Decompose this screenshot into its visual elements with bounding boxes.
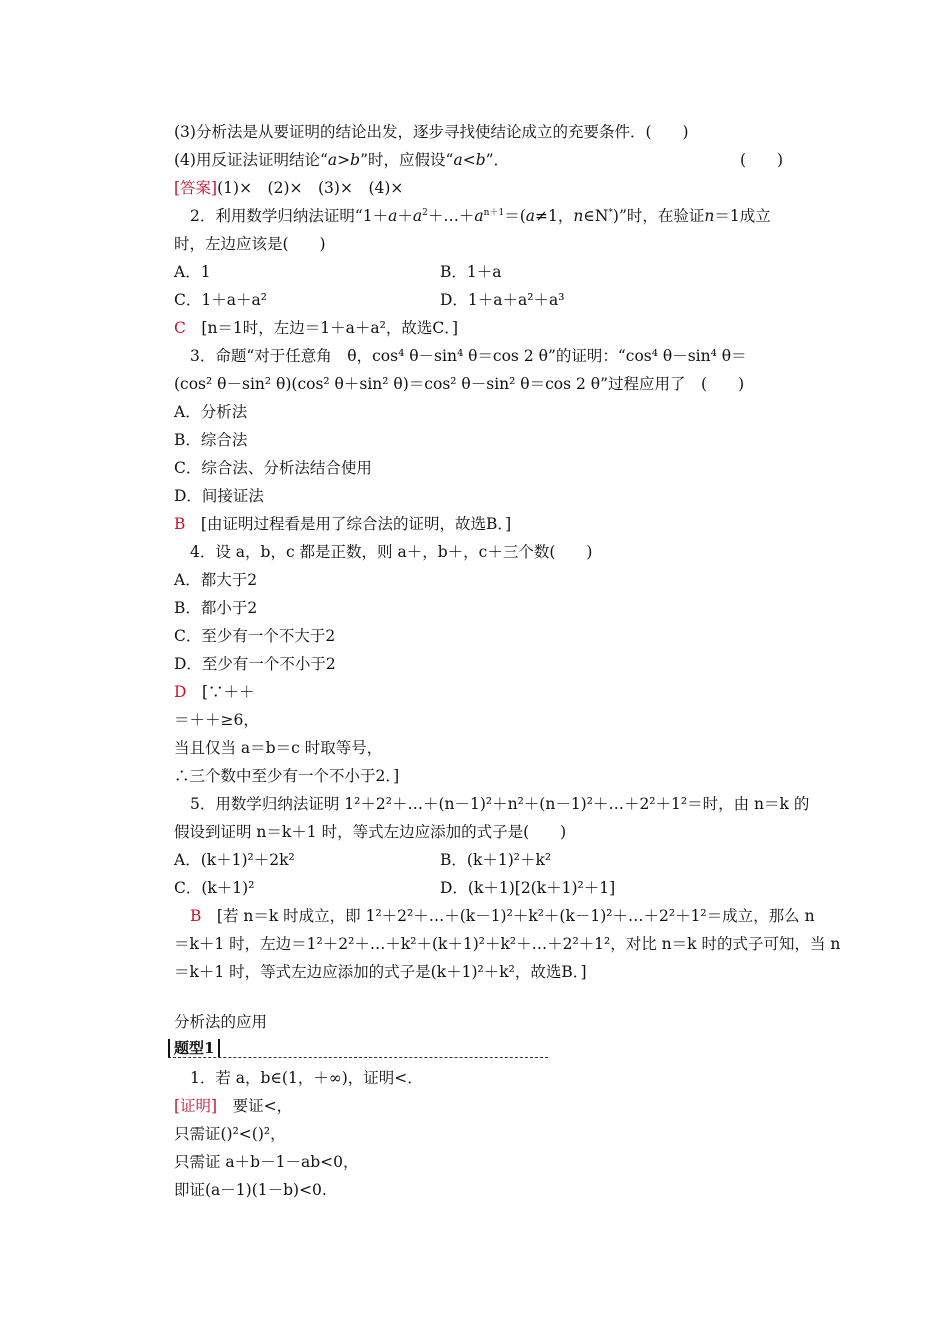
q5-stem-line-1: 5．用数学归纳法证明 1²＋2²＋…＋(n－1)²＋n²＋(n－1)²＋…＋2²＋1²＝时，由 n＝k 的 (190, 795, 810, 813)
proof-line-3: 只需证 a＋b－1－ab<0， (174, 1153, 359, 1171)
question-type-tag: 题型1 (168, 1039, 220, 1057)
q2-answer: C [n＝1时，左边＝1＋a＋a²，故选C．] (174, 319, 458, 337)
q3-option-c: C．综合法、分析法结合使用 (174, 459, 372, 477)
q3-answer: B [由证明过程看是用了综合法的证明，故选B．] (174, 515, 512, 533)
answer-letter: D (174, 683, 187, 701)
q4-option-c: C．至少有一个不大于2 (174, 627, 336, 645)
q2-option-c: C．1＋a＋a² (174, 291, 267, 309)
q2-option-b: B．1＋a (440, 263, 502, 281)
q4-answer-line-3: 当且仅当 a＝b＝c 时取等号， (174, 739, 383, 757)
answer-tag: [答案] (174, 179, 218, 197)
q5-answer-line-3: ＝k＋1 时，等式左边应添加的式子是(k＋1)²＋k²，故选B．] (174, 963, 587, 981)
q4-answer-line-2: ＝＋＋≥6， (174, 711, 259, 729)
q4-option-b: B．都小于2 (174, 599, 258, 617)
q4-stem: 4．设 a，b，c 都是正数，则 a＋，b＋，c＋三个数( ) (190, 543, 593, 561)
dashed-divider (168, 1057, 548, 1058)
q3-stem-line-1: 3．命题“对于任意角 θ，cos⁴ θ－sin⁴ θ＝cos 2 θ”的证明：“cos⁴ θ－sin⁴ θ＝ (190, 347, 747, 365)
section-problem-1: 1．若 a，b∈(1，＋∞)，证明<． (190, 1069, 423, 1087)
q4-option-d: D．至少有一个不小于2 (174, 655, 336, 673)
q5-stem-line-2: 假设到证明 n＝k＋1 时，等式左边应添加的式子是( ) (174, 823, 567, 841)
q1-item-4-answer-blank: ( ) (740, 151, 784, 169)
section-title: 分析法的应用 (174, 1013, 268, 1031)
q5-option-c: C．(k＋1)² (174, 879, 255, 897)
q5-answer-line-2: ＝k＋1 时，左边＝1²＋2²＋…＋k²＋(k＋1)²＋k²＋…＋2²＋1²，对比 n＝k 时的式子可知，当 n (174, 935, 841, 953)
q1-item-3: (3)分析法是从要证明的结论出发，逐步寻找使结论成立的充要条件．( ) (174, 123, 689, 141)
q3-option-d: D．间接证法 (174, 487, 264, 505)
proof-tag: [证明] (174, 1097, 218, 1115)
q2-stem-line-1: 2．利用数学归纳法证明“$1+a+a^2+\dots+a^{n+1}=(a\ne 1$，n∈N*)”时，在验证n＝1成立 (190, 207, 771, 225)
q1-answer: [答案](1)× (2)× (3)× (4)× (174, 179, 404, 197)
q4-answer-line-4: ∴三个数中至少有一个不小于2．] (174, 767, 400, 785)
answer-letter: C (174, 319, 186, 337)
q4-answer-line-1: D [∵＋＋ (174, 683, 255, 701)
q2-stem-line-2: 时，左边应该是( ) (174, 235, 326, 253)
q3-option-b: B．综合法 (174, 431, 248, 449)
answer-letter: B (174, 515, 186, 533)
q1-item-4: (4)用反证法证明结论“a>b”时，应假设“a<b”． (174, 151, 510, 169)
q4-option-a: A．都大于2 (174, 571, 258, 589)
proof-line-4: 即证(a－1)(1－b)<0. (174, 1181, 327, 1199)
q5-answer-line-1: B [若 n＝k 时成立，即 1²＋2²＋…＋(k－1)²＋k²＋(k－1)²＋…＋2²＋1²＝成立，那么 n (190, 907, 815, 925)
q5-option-a: A．(k＋1)²＋2k² (174, 851, 295, 869)
proof-line-1: [证明] 要证<， (174, 1097, 293, 1115)
q3-stem-line-2: (cos² θ－sin² θ)(cos² θ＋sin² θ)＝cos² θ－sin² θ＝cos 2 θ”过程应用了 ( ) (174, 375, 745, 393)
q5-option-d: D．(k＋1)[2(k＋1)²＋1] (440, 879, 616, 897)
q3-option-a: A．分析法 (174, 403, 248, 421)
q2-option-a: A．1 (174, 263, 211, 281)
proof-line-2: 只需证()²<()²， (174, 1125, 286, 1143)
q2-option-d: D．1＋a＋a²＋a³ (440, 291, 565, 309)
q5-option-b: B．(k＋1)²＋k² (440, 851, 552, 869)
answer-letter: B (190, 907, 202, 925)
